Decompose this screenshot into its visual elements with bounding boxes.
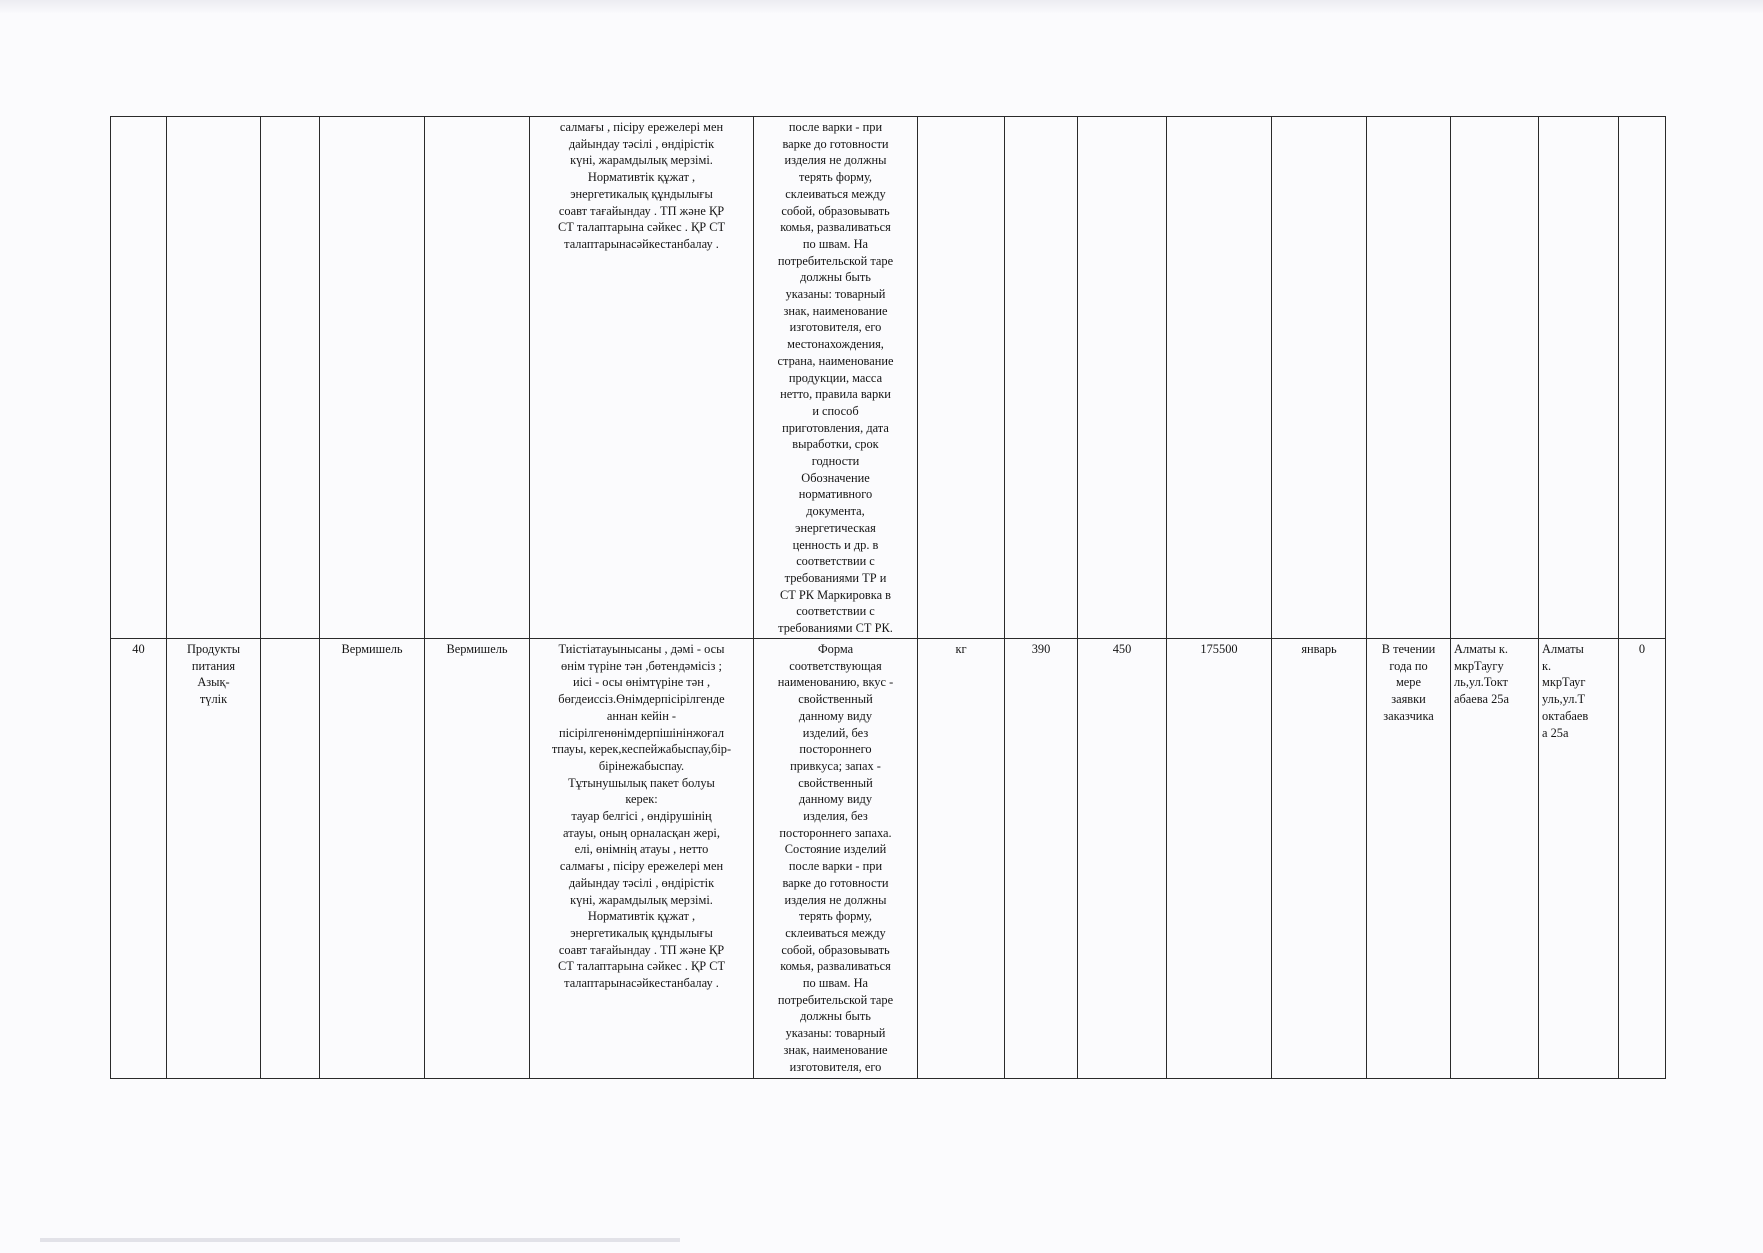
cell-advance — [1619, 117, 1666, 639]
cell-month: январь — [1272, 639, 1367, 1079]
cell-advance: 0 — [1619, 639, 1666, 1079]
cell-kz-requirements: Тиістіатауынысаны , дәмі - осы өнім түріне тән ,бөтендәмісіз ; иісі - осы өнімтүріне тән , бөгдеиссіз.Өнімдерпісірілгенде аннан кейін - пісірілгенөнімдерпішінінжоғал тпауы, керек,кеспейжабыспау,бір- бірінежабыспау. Тұтынушылық пакет болуы керек: тауар белгісі , өндірушінің атауы, оның орналасқан жері, елі, өнімнің атауы , нетто салмағы , пісіру ережелері мен дайындау тәсілі , өндірістік күні, жарамдылық мерзімі. Нормативтік құжат , энергетикалық құндылығы соавт тағайындау . ТП және ҚР СТ талаптарына сәйкес . ҚР СТ талаптарынасәйкестанбалау . — [530, 639, 754, 1079]
cell-amount — [1167, 117, 1272, 639]
cell-name-ru — [320, 117, 425, 639]
cell-month — [1272, 117, 1367, 639]
cell-quantity — [1005, 117, 1078, 639]
cell-quantity: 390 — [1005, 639, 1078, 1079]
scan-shadow-top — [0, 0, 1763, 14]
cell-amount: 175500 — [1167, 639, 1272, 1079]
cell-empty — [261, 639, 320, 1079]
cell-category: Продукты питания Азық- түлік — [167, 639, 261, 1079]
cell-kz-requirements: салмағы , пісіру ережелері мен дайындау тәсілі , өндірістік күні, жарамдылық мерзімі. Нормативтік құжат , энергетикалық құндылығы соавт тағайындау . ТП және ҚР СТ талаптарына сәйкес . ҚР СТ талаптарынасәйкестанбалау . — [530, 117, 754, 639]
cell-category — [167, 117, 261, 639]
cell-ru-requirements: Форма соответствующая наименованию, вкус - свойственный данному виду изделий, без постороннего привкуса; запах - свойственный данному виду изделия, без постороннего запаха. Состояние изделий после варки - при варке до готовности изделия не должны терять форму, склеиваться между собой, образовывать комья, разваливаться по швам. На потребительской таре должны быть указаны: товарный знак, наименование изготовителя, его — [754, 639, 918, 1079]
cell-address-1: Алматы к. мкрТаугу ль,ул.Токт абаева 25а — [1451, 639, 1539, 1079]
cell-price: 450 — [1078, 639, 1167, 1079]
cell-unit: кг — [918, 639, 1005, 1079]
table-row — [111, 117, 1666, 639]
cell-ru-requirements: после варки - при варке до готовности изделия не должны терять форму, склеиваться между собой, образовывать комья, разваливаться по швам. На потребительской таре должны быть указаны: товарный знак, наименование изготовителя, его местонахождения, страна, наименование продукции, масса нетто, правила варки и способ приготовления, дата выработки, срок годности Обозначение нормативного документа, энергетическая ценность и др. в соответствии с требованиями ТР и СТ РК Маркировка в соответствии с требованиями СТ РК. — [754, 117, 918, 639]
scan-shadow-bottom — [40, 1238, 680, 1242]
cell-number — [111, 117, 167, 639]
cell-address-2 — [1539, 117, 1619, 639]
table-row — [111, 639, 1666, 1079]
cell-name-kz — [425, 117, 530, 639]
cell-number: 40 — [111, 639, 167, 1079]
cell-price — [1078, 117, 1167, 639]
cell-name-kz: Вермишель — [425, 639, 530, 1079]
cell-unit — [918, 117, 1005, 639]
cell-address-1 — [1451, 117, 1539, 639]
cell-address-2: Алматы к. мкрТауг уль,ул.Т октабаев а 25а — [1539, 639, 1619, 1079]
cell-term: В течении года по мере заявки заказчика — [1367, 639, 1451, 1079]
cell-term — [1367, 117, 1451, 639]
cell-name-ru: Вермишель — [320, 639, 425, 1079]
procurement-table — [110, 116, 1666, 1079]
cell-empty — [261, 117, 320, 639]
